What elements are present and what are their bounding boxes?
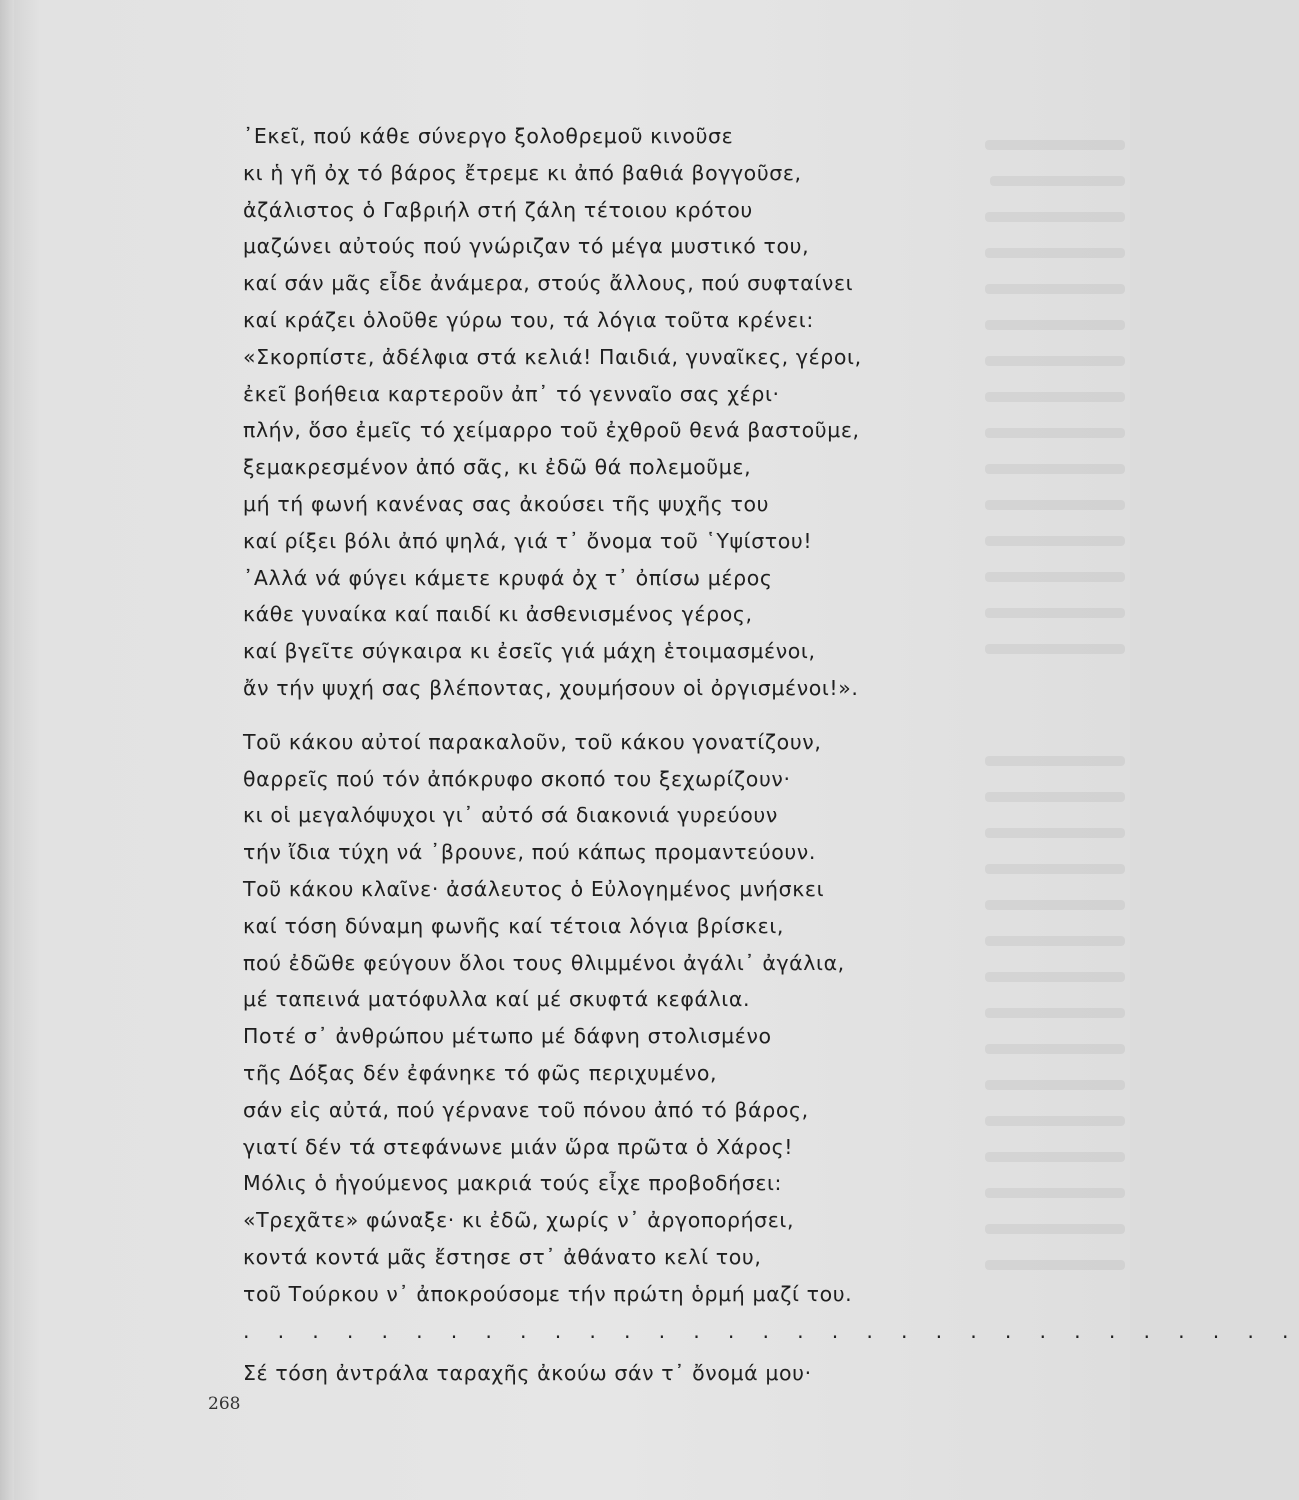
verse-line: θαρρεῖς πού τόν ἀπόκρυφο σκοπό του ξεχωρίζουν· (243, 766, 791, 791)
verse-line: κοντά κοντά μᾶς ἔστησε στ᾿ ἀθάνατο κελί του, (243, 1244, 762, 1269)
verse-line: καί βγεῖτε σύγκαιρα κι ἐσεῖς γιά μάχη ἑτοιμασμένοι, (243, 639, 816, 664)
verse-line: «Τρεχᾶτε» φώναξε· κι ἐδῶ, χωρίς ν᾿ ἀργοπορήσει, (243, 1208, 795, 1233)
stanza-2 (243, 724, 983, 1313)
verse-line-last: Σέ τόση ἀντράλα ταραχῆς ἀκούω σάν τ᾿ ὄνομά μου· (243, 1361, 812, 1386)
verse-line: Ποτέ σ᾿ ἀνθρώπου μέτωπο μέ δάφνη στολισμένο (243, 1024, 772, 1049)
verse-line: κι οἱ μεγαλόψυχοι γι᾿ αὐτό σά διακονιά γυρεύουν (243, 803, 778, 828)
verse-line: καί τόση δύναμη φωνῆς καί τέτοια λόγια βρίσκει, (243, 913, 784, 938)
verse-line: Τοῦ κάκου αὐτοί παρακαλοῦν, τοῦ κάκου γονατίζουν, (243, 729, 822, 754)
verse-line: πού ἐδῶθε φεύγουν ὅλοι τους θλιμμένοι ἀγάλι᾿ ἀγάλια, (243, 950, 845, 975)
verse-line: καί ρίξει βόλι ἀπό ψηλά, γιά τ᾿ ὄνομα τοῦ ῾Υψίστου! (243, 528, 813, 553)
verse-line: μαζώνει αὐτούς πού γνώριζαν τό μέγα μυστικό του, (243, 234, 810, 259)
verse-line: γιατί δέν τά στεφάνωνε μιάν ὥρα πρῶτα ὁ Χάρος! (243, 1134, 794, 1159)
verse-line: ᾿Εκεῖ, πού κάθε σύνεργο ξολοθρεμοῦ κινοῦσε (243, 124, 734, 148)
poem-text (243, 118, 1299, 1392)
verse-line: ξεμακρεσμένον ἀπό σᾶς, κι ἐδῶ θά πολεμοῦμε, (243, 455, 752, 480)
page-edge (0, 0, 14, 1500)
verse-line: τοῦ Τούρκου ν᾿ ἀποκρούσομε τήν πρώτη ὁρμή μαζί του. (243, 1281, 853, 1306)
stanza-break (243, 707, 983, 724)
verse-line: τήν ἴδια τύχη νά ᾿βρουνε, πού κάπως προμαντεύουν. (243, 840, 816, 865)
verse-line: κάθε γυναίκα καί παιδί κι ἀσθενισμένος γέρος, (243, 602, 753, 627)
verse-line: «Σκορπίστε, ἀδέλφια στά κελιά! Παιδιά, γυναῖκες, γέροι, (243, 344, 862, 369)
verse-line: ἐκεῖ βοήθεια καρτεροῦν ἀπ᾿ τό γενναῖο σας χέρι· (243, 381, 780, 406)
verse-line: μή τή φωνή κανένας σας ἀκούσει τῆς ψυχῆς του (243, 491, 770, 516)
verse-line: ἀζάλιστος ὁ Γαβριήλ στή ζάλη τέτοιου κρότου (243, 197, 753, 222)
verse-line: πλήν, ὅσο ἐμεῖς τό χείμαρρο τοῦ ἐχθροῦ θενά βαστοῦμε, (243, 418, 860, 443)
verse-line: σάν εἰς αὐτά, πού γέρνανε τοῦ πόνου ἀπό τό βάρος, (243, 1097, 809, 1122)
stanza-1 (243, 118, 983, 707)
verse-line: κι ἡ γῆ ὀχ τό βάρος ἔτρεμε κι ἀπό βαθιά βογγοῦσε, (243, 160, 802, 185)
verse-line: ᾿Αλλά νά φύγει κάμετε κρυφά ὀχ τ᾿ ὀπίσω μέρος (243, 565, 773, 590)
ellipsis-divider: . . . . . . . . . . . . . . . . . . . . . . . . . . . . . . . (243, 1318, 1299, 1343)
verse-line: Τοῦ κάκου κλαῖνε· ἀσάλευτος ὁ Εὐλογημένος μνήσκει (243, 876, 825, 901)
verse-line: τῆς Δόξας δέν ἐφάνηκε τό φῶς περιχυμένο, (243, 1060, 718, 1085)
verse-line: μέ ταπεινά ματόφυλλα καί μέ σκυφτά κεφάλια. (243, 987, 751, 1012)
verse-line: ἄν τήν ψυχή σας βλέποντας, χουμήσουν οἱ ὀργισμένοι!». (243, 675, 859, 700)
verse-line: καί σάν μᾶς εἶδε ἀνάμερα, στούς ἄλλους, πού συφταίνει (243, 271, 854, 296)
verse-line: καί κράζει ὁλοῦθε γύρω του, τά λόγια τοῦτα κρένει: (243, 307, 814, 332)
verse-line: Μόλις ὁ ἡγούμενος μακριά τούς εἶχε προβοδήσει: (243, 1171, 783, 1196)
page-number: 268 (208, 1394, 241, 1414)
